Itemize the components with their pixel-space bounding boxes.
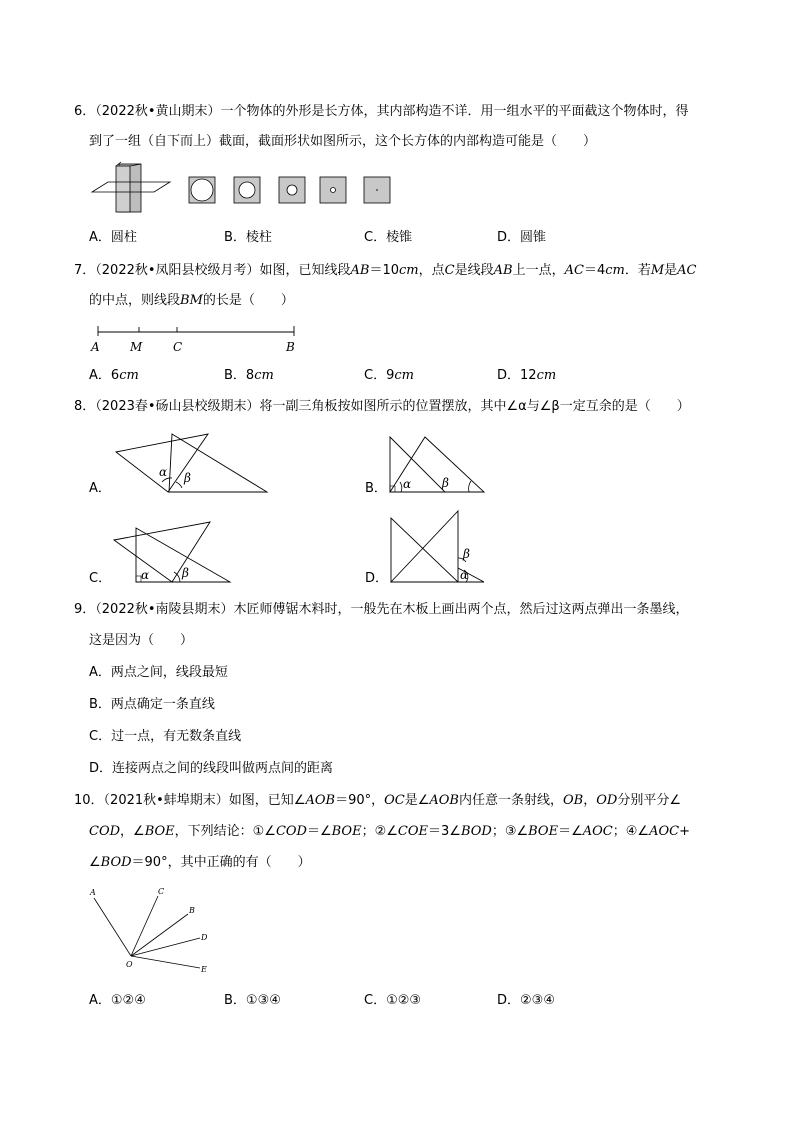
q10-stem-line2: COD，∠BOE，下列结论：①∠COD＝∠BOE；②∠COE＝3∠BOD；③∠BOE＝∠AOC；④∠AOC+ [89,824,690,839]
point-label-b: B [286,340,295,354]
q6-stem-line2: 到了一组（自下而上）截面，截面形状如图所示，这个长方体的内部构造可能是（ ） [89,134,597,149]
alpha-label: α [141,568,150,582]
q10-option-c[interactable]: C．①②③ [364,993,422,1008]
q8-option-b[interactable]: B． [365,481,387,496]
q7-figure-segment [90,322,310,356]
q7-option-b[interactable]: B．8cm [224,368,274,383]
ray-label-a: A [90,888,96,897]
q8-option-a[interactable]: A． [89,481,111,496]
q9-option-c[interactable]: C．过一点，有无数条直线 [89,729,242,744]
beta-label: β [463,547,470,561]
q8-option-d[interactable]: D． [365,571,389,586]
q9-stem-line1: 9．（2022秋•南陵县期末）木匠师傅锯木料时，一般先在木板上画出两个点，然后过这两点弹出一条墨线， [74,602,689,617]
q7-stem-line2: 的中点，则线段BM的长是（ ） [89,293,294,308]
point-label-o: O [126,960,133,969]
cross-section-2 [234,177,260,203]
q6-option-a[interactable]: A．圆柱 [89,230,137,245]
q6-figure-cross-sections [90,164,410,214]
alpha-label: α [159,465,168,479]
q8-stem: 8．（2023春•砀山县校级期末）将一副三角板按如图所示的位置摆放，其中∠α与∠β一定互余的是（ ） [74,399,690,414]
point-label-a: A [91,340,100,354]
q8-option-c[interactable]: C． [89,571,112,586]
q10-figure-rays [88,886,218,978]
point-label-m: M [130,340,143,354]
q10-option-b[interactable]: B．①③④ [224,993,281,1008]
cross-section-3 [279,177,305,203]
q7-option-a[interactable]: A．6cm [89,368,139,383]
cross-section-1 [189,177,215,203]
alpha-label: α [460,568,469,582]
point-label-c: C [173,340,183,354]
beta-label: β [442,476,449,490]
q10-option-d[interactable]: D．②③④ [497,993,555,1008]
q7-option-d[interactable]: D．12cm [497,368,557,383]
q7-stem-line1: 7．（2022秋•凤阳县校级月考）如图，已知线段AB＝10cm，点C是线段AB上一点，AC＝4cm．若M是AC [74,263,697,278]
q10-option-a[interactable]: A．①②④ [89,993,146,1008]
q8-figure-d [388,508,498,584]
q6-option-b[interactable]: B．棱柱 [224,230,272,245]
q6-stem-line1: 6．（2022秋•黄山期末）一个物体的外形是长方体，其内部构造不详．用一组水平的平面截这个物体时，得 [74,104,689,119]
q6-option-d[interactable]: D．圆锥 [497,230,547,245]
q6-option-c[interactable]: C．棱锥 [364,230,413,245]
q8-figure-b [387,434,497,496]
q9-stem-line2: 这是因为（ ） [89,633,194,648]
ray-label-e: E [201,965,207,974]
cuboid-with-plane [92,162,170,212]
ray-label-b: B [189,906,195,915]
q8-figure-c [112,520,242,586]
beta-label: β [182,566,189,580]
q9-option-a[interactable]: A．两点之间，线段最短 [89,665,228,680]
beta-label: β [184,471,191,485]
cross-section-4 [320,177,346,203]
q8-figure-a [112,430,282,496]
alpha-label: α [403,477,412,491]
q9-option-d[interactable]: D．连接两点之间的线段叫做两点间的距离 [89,761,334,776]
q10-stem-line1: 10．（2021秋•蚌埠期末）如图，已知∠AOB＝90°，OC是∠AOB内任意一条射线，OB，OD分别平分∠ [74,793,681,808]
q7-option-c[interactable]: C．9cm [364,368,414,383]
ray-label-d: D [201,933,208,942]
q9-option-b[interactable]: B．两点确定一条直线 [89,697,215,712]
cross-section-5 [364,177,390,203]
ray-label-c: C [158,887,165,896]
q10-stem-line3: ∠BOD＝90°，其中正确的有（ ） [89,855,311,870]
